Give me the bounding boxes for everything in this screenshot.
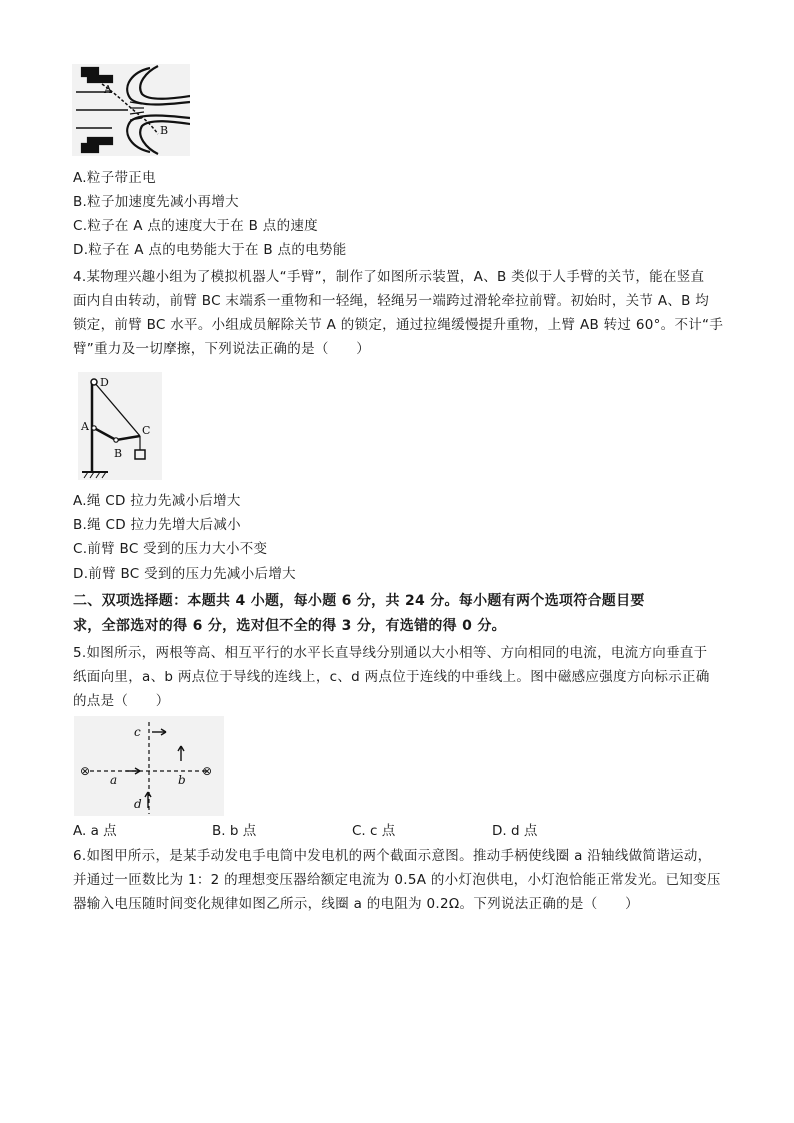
- q5-option-c: C. c 点: [352, 823, 396, 839]
- q6-stem-line-1: 6.如图甲所示，是某手动发电手电筒中发电机的两个截面示意图。推动手柄使线圈 a 沿轴线做简谐运动，: [73, 848, 712, 864]
- q4-stem-line-2: 面内自由转动，前臂 BC 末端系一重物和一轻绳，轻绳另一端跨过滑轮牵拉前臂。初始时，关节 A、B 均: [73, 293, 710, 309]
- q4-stem-line-3: 锁定，前臂 BC 水平。小组成员解除关节 A 的锁定，通过拉绳缓慢提升重物，上臂 AB 转过 60°。不计“手: [73, 317, 724, 333]
- q5-stem-line-1: 5.如图所示，两根等高、相互平行的水平长直导线分别通以大小相等、方向相同的电流，电流方向垂直于: [73, 645, 708, 661]
- q4-option-a: A.绳 CD 拉力先减小后增大: [73, 493, 241, 509]
- q4-stem-line-1: 4.某物理兴趣小组为了模拟机器人“手臂”，制作了如图所示装置，A、B 类似于人手臂的关节，能在竖直: [73, 269, 705, 285]
- q5-option-b: B. b 点: [212, 823, 257, 839]
- q3-option-c: C.粒子在 A 点的速度大于在 B 点的速度: [73, 218, 318, 234]
- q5-stem-line-2: 纸面向里，a、b 两点位于导线的连线上，c、d 两点位于连线的中垂线上。图中磁感应强度方向标示正确: [73, 669, 710, 685]
- q5-figure: [74, 716, 224, 816]
- q4-label-b: B: [114, 447, 123, 460]
- q4-stem-line-4: 臂”重力及一切摩擦，下列说法正确的是（ ）: [73, 341, 371, 357]
- section2-title-line-1: 二、双项选择题：本题共 4 小题，每小题 6 分，共 24 分。每小题有两个选项符合题目要: [73, 593, 645, 609]
- q4-option-b: B.绳 CD 拉力先增大后减小: [73, 517, 241, 533]
- q5-stem-line-3: 的点是（ ）: [73, 693, 170, 709]
- q5-option-a: A. a 点: [73, 823, 117, 839]
- q3-label-a: A: [104, 83, 112, 96]
- q5-option-d: D. d 点: [492, 823, 538, 839]
- q3-option-d: D.粒子在 A 点的电势能大于在 B 点的电势能: [73, 242, 347, 258]
- q6-stem-line-2: 并通过一匝数比为 1：2 的理想变压器给额定电流为 0.5A 的小灯泡供电，小灯泡恰能正常发光。已知变压: [73, 872, 721, 888]
- q3-figure: [72, 64, 190, 156]
- q6-stem-line-3: 器输入电压随时间变化规律如图乙所示，线圈 a 的电阻为 0.2Ω。下列说法正确的是（ ）: [73, 896, 639, 912]
- q5-label-a: a: [110, 773, 118, 787]
- q4-label-c: C: [142, 424, 151, 437]
- q4-label-a: A: [81, 420, 89, 433]
- q5-label-d: d: [134, 797, 142, 811]
- q3-option-a: A.粒子带正电: [73, 170, 156, 186]
- q5-wire-right: ⊗: [202, 764, 213, 778]
- q3-label-b: B: [160, 124, 169, 137]
- q4-option-c: C.前臂 BC 受到的压力大小不变: [73, 541, 268, 557]
- q5-wire-left: ⊗: [80, 764, 91, 778]
- q4-figure: [78, 372, 162, 480]
- q5-label-c: c: [134, 725, 141, 739]
- q3-option-b: B.粒子加速度先减小再增大: [73, 194, 239, 210]
- q4-label-d: D: [100, 376, 109, 389]
- section2-title-line-2: 求，全部选对的得 6 分，选对但不全的得 3 分，有选错的得 0 分。: [73, 618, 506, 634]
- q4-option-d: D.前臂 BC 受到的压力先减小后增大: [73, 566, 296, 582]
- q5-label-b: b: [178, 773, 186, 787]
